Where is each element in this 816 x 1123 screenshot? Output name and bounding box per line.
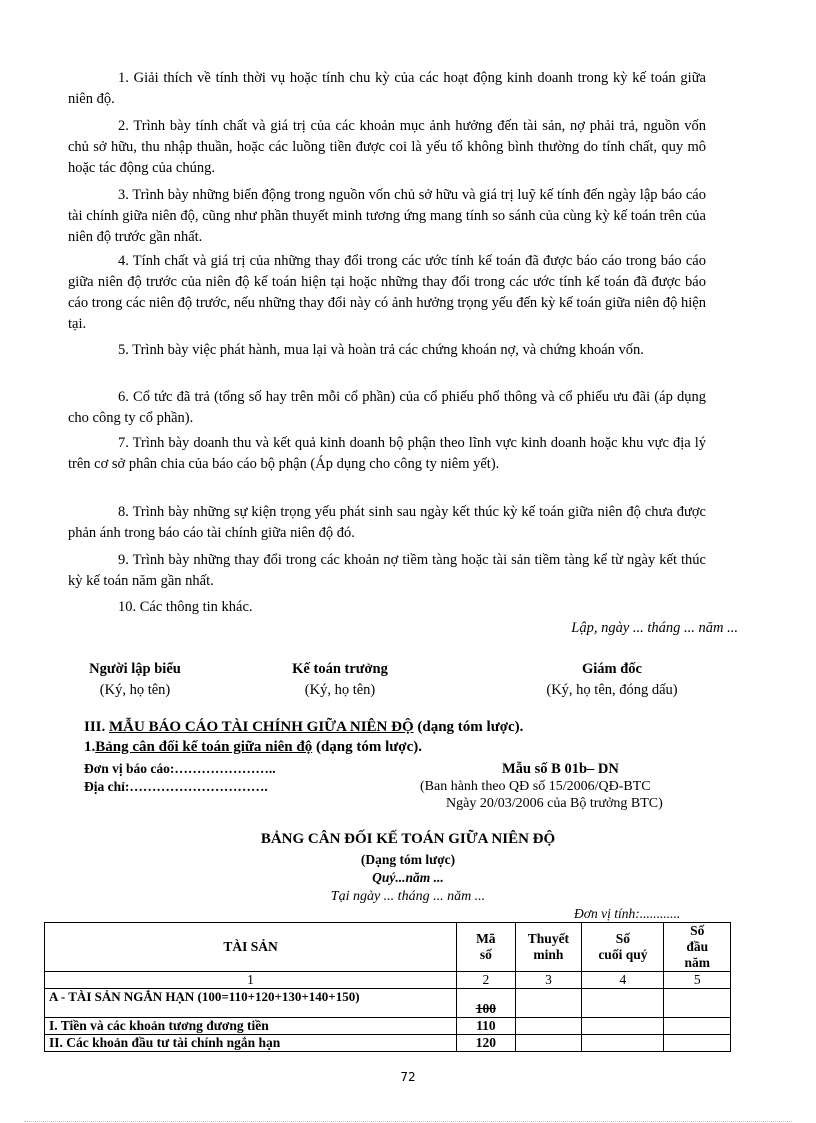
table-row: [45, 989, 731, 1018]
section-heading-iii: [84, 719, 523, 736]
column-number: 1: [45, 972, 457, 989]
header-asset: TÀI SẢN: [45, 923, 457, 972]
document-date: Tại ngày ... tháng ... năm ...: [330, 889, 486, 904]
row-asset-name: II. Các khoản đầu tư tài chính ngắn hạn: [45, 1035, 457, 1052]
header-end-line1: Số: [615, 931, 631, 946]
header-end-quarter: [582, 923, 664, 972]
row-begin-year: [664, 1035, 731, 1052]
header-end-line2: cuối quý: [598, 947, 648, 962]
signature-director: [502, 659, 722, 701]
row-code: 120: [457, 1035, 516, 1052]
row-begin-year: [664, 1018, 731, 1035]
signing-date-line: Lập, ngày ... tháng ... năm ...: [571, 620, 738, 636]
signature-note: (Ký, họ tên, đóng dấu): [546, 682, 678, 698]
subsection-title: Bảng cân đối kế toán giữa niên độ: [95, 739, 313, 755]
header-code-line2: số: [479, 947, 492, 962]
subsection-heading-1: [84, 739, 422, 756]
row-note: [515, 1018, 582, 1035]
column-number: 3: [515, 972, 582, 989]
paragraph-10: 10. Các thông tin khác.: [118, 599, 253, 615]
signature-title: Kế toán trưởng: [292, 661, 388, 677]
header-code: [457, 923, 516, 972]
signature-title: Người lập biểu: [89, 661, 181, 677]
row-asset-name: I. Tiền và các khoản tương đương tiền: [45, 1018, 457, 1035]
header-note-line1: Thuyết: [527, 931, 570, 946]
document-subtitle: (Dạng tóm lược): [360, 852, 456, 867]
header-code-line1: Mã: [476, 931, 496, 946]
section-title: MẪU BÁO CÁO TÀI CHÍNH GIỮA NIÊN ĐỘ: [109, 719, 414, 735]
section-prefix: III.: [84, 719, 110, 735]
subsection-suffix: (dạng tóm lược).: [312, 739, 423, 755]
header-note: [515, 923, 582, 972]
paragraph-3: 3. Trình bày những biến động trong nguồn vốn chủ sở hữu và giá trị luỹ kế tính đến ngày lập báo cáo tài chính giữa niên độ, cũng như phần thuyết minh tương ứng mang tính so sánh của cùng kỳ kế toán trên của niên độ trước gần nhất.: [68, 187, 706, 245]
row-end-quarter: [582, 989, 664, 1018]
column-number: 5: [664, 972, 731, 989]
document-title: BẢNG CÂN ĐỐI KẾ TOÁN GIỮA NIÊN ĐỘ: [260, 831, 556, 847]
address-line: Địa chỉ:………………………….: [84, 779, 268, 794]
column-number: 2: [457, 972, 516, 989]
row-asset-name: A - TÀI SẢN NGẮN HẠN (100=110+120+130+140+150): [45, 989, 457, 1018]
signature-chief-accountant: [260, 659, 420, 701]
header-begin-line1: Số: [690, 923, 705, 938]
section-suffix: (dạng tóm lược).: [413, 719, 524, 735]
paragraph-6: 6. Cổ tức đã trả (tổng số hay trên mỗi cổ phần) của cổ phiếu phổ thông và cổ phiếu ưu đãi (áp dụng cho công ty cổ phần).: [68, 389, 706, 426]
paragraph-9: 9. Trình bày những thay đổi trong các khoản nợ tiềm tàng hoặc tài sản tiềm tàng kể từ ngày kết thúc kỳ kế toán năm gần nhất.: [68, 552, 706, 589]
header-begin-line2: đầu: [686, 939, 709, 954]
signature-preparer: [58, 659, 212, 701]
row-code: 110: [457, 1018, 516, 1035]
signature-note: (Ký, họ tên): [99, 682, 171, 698]
paragraph-7: 7. Trình bày doanh thu và kết quả kinh doanh bộ phận theo lĩnh vực kinh doanh hoặc khu vực địa lý trên cơ sở phân chia của báo cáo bộ phận (Áp dụng cho công ty niêm yết).: [68, 435, 706, 472]
subsection-prefix: 1.: [84, 739, 96, 755]
table-row: [45, 1035, 731, 1052]
table-row: [45, 1018, 731, 1035]
balance-sheet-table: [44, 922, 731, 1052]
table-header-row: [45, 923, 731, 972]
unit-of-measure: Đơn vị tính:............: [574, 906, 681, 921]
header-note-line2: minh: [533, 947, 564, 962]
paragraph-2: 2. Trình bày tính chất và giá trị của các khoản mục ảnh hưởng đến tài sản, nợ phải trả, nguồn vốn chủ sở hữu, thu nhập thuần, hoặc các luồng tiền được coi là yếu tố không bình thường do tính chất, quy mô hoặc tác động của chúng.: [68, 118, 706, 176]
row-begin-year: [664, 989, 731, 1018]
row-note: [515, 989, 582, 1018]
paragraph-8: 8. Trình bày những sự kiện trọng yếu phát sinh sau ngày kết thúc kỳ kế toán giữa niên độ chưa được phản ánh trong báo cáo tài chính giữa niên độ đó.: [68, 504, 706, 541]
reporting-unit: Đơn vị báo cáo:…………………..: [84, 761, 276, 776]
row-note: [515, 1035, 582, 1052]
row-end-quarter: [582, 1018, 664, 1035]
paragraph-4: 4. Tính chất và giá trị của những thay đổi trong các ước tính kế toán đã được báo cáo trong báo cáo giữa niên độ trước của niên độ kế toán hiện tại hoặc những thay đổi trong các ước tính kế toán đã được báo cáo trong các niên độ trước, nếu những thay đổi này có ảnh hưởng trọng yếu đến kỳ kế toán giữa niên độ hiện tại.: [68, 253, 706, 332]
page-number: 72: [400, 1070, 416, 1084]
header-begin-line3: năm: [684, 955, 710, 970]
header-beginning-year: [664, 923, 731, 972]
row-end-quarter: [582, 1035, 664, 1052]
column-number-row: [45, 972, 731, 989]
issued-date: Ngày 20/03/2006 của Bộ trưởng BTC): [446, 796, 663, 811]
document-quarter: Quý...năm ...: [372, 870, 444, 885]
row-code: 100: [457, 989, 516, 1018]
issued-by: (Ban hành theo QĐ số 15/2006/QĐ-BTC: [420, 779, 651, 794]
page-bottom-divider: [24, 1121, 792, 1122]
signature-title: Giám đốc: [581, 661, 642, 677]
column-number: 4: [582, 972, 664, 989]
paragraph-5: 5. Trình bày việc phát hành, mua lại và hoàn trả các chứng khoán nợ, và chứng khoán vốn.: [118, 342, 644, 358]
form-number: Mẫu số B 01b– DN: [502, 761, 619, 777]
paragraph-1: 1. Giải thích về tính thời vụ hoặc tính chu kỳ của các hoạt động kinh doanh trong kỳ kế toán giữa niên độ.: [68, 70, 706, 107]
signature-note: (Ký, họ tên): [304, 682, 376, 698]
